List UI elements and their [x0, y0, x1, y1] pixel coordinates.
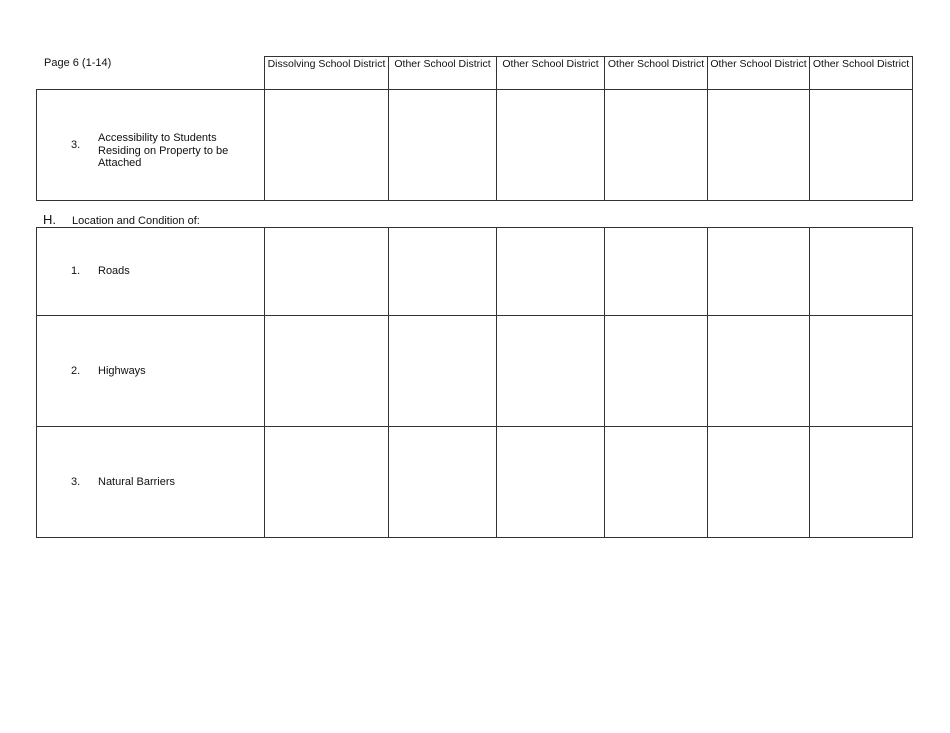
column-divider: [496, 89, 497, 201]
column-divider: [264, 89, 265, 201]
row-label-roads: Roads: [98, 265, 130, 277]
column-divider: [388, 227, 389, 538]
row-label-highways: Highways: [98, 365, 146, 377]
row-label-line: Accessibility to Students: [98, 132, 217, 144]
column-divider: [496, 227, 497, 538]
row-number: 3.: [71, 139, 81, 151]
row-number: 2.: [71, 365, 81, 377]
section-title: Location and Condition of:: [72, 215, 200, 227]
location-condition-table: [36, 227, 913, 538]
column-divider: [809, 227, 810, 538]
column-divider: [604, 89, 605, 201]
column-header-other-district-2: Other School District: [496, 56, 605, 90]
row-number: 1.: [71, 265, 81, 277]
row-divider: [36, 315, 913, 316]
row-label-natural-barriers: Natural Barriers: [98, 476, 176, 488]
column-header-other-district-1: Other School District: [388, 56, 497, 90]
row-label-line: Residing on Property to be: [98, 144, 229, 157]
row-label-line: Attached: [98, 157, 142, 169]
column-header-other-district-5: Other School District: [809, 56, 913, 90]
column-header-other-district-3: Other School District: [604, 56, 708, 90]
row-divider: [36, 426, 913, 427]
column-divider: [809, 89, 810, 201]
column-header-other-district-4: Other School District: [707, 56, 810, 90]
column-divider: [707, 89, 708, 201]
column-divider: [264, 227, 265, 538]
row-number: 3.: [71, 476, 81, 488]
row-label-accessibility: [98, 132, 258, 170]
column-divider: [388, 89, 389, 201]
section-letter: H.: [43, 212, 56, 227]
column-divider: [707, 227, 708, 538]
column-divider: [604, 227, 605, 538]
page-number: Page 6 (1-14): [44, 57, 112, 69]
column-header-dissolving-district: Dissolving School District: [264, 56, 389, 90]
